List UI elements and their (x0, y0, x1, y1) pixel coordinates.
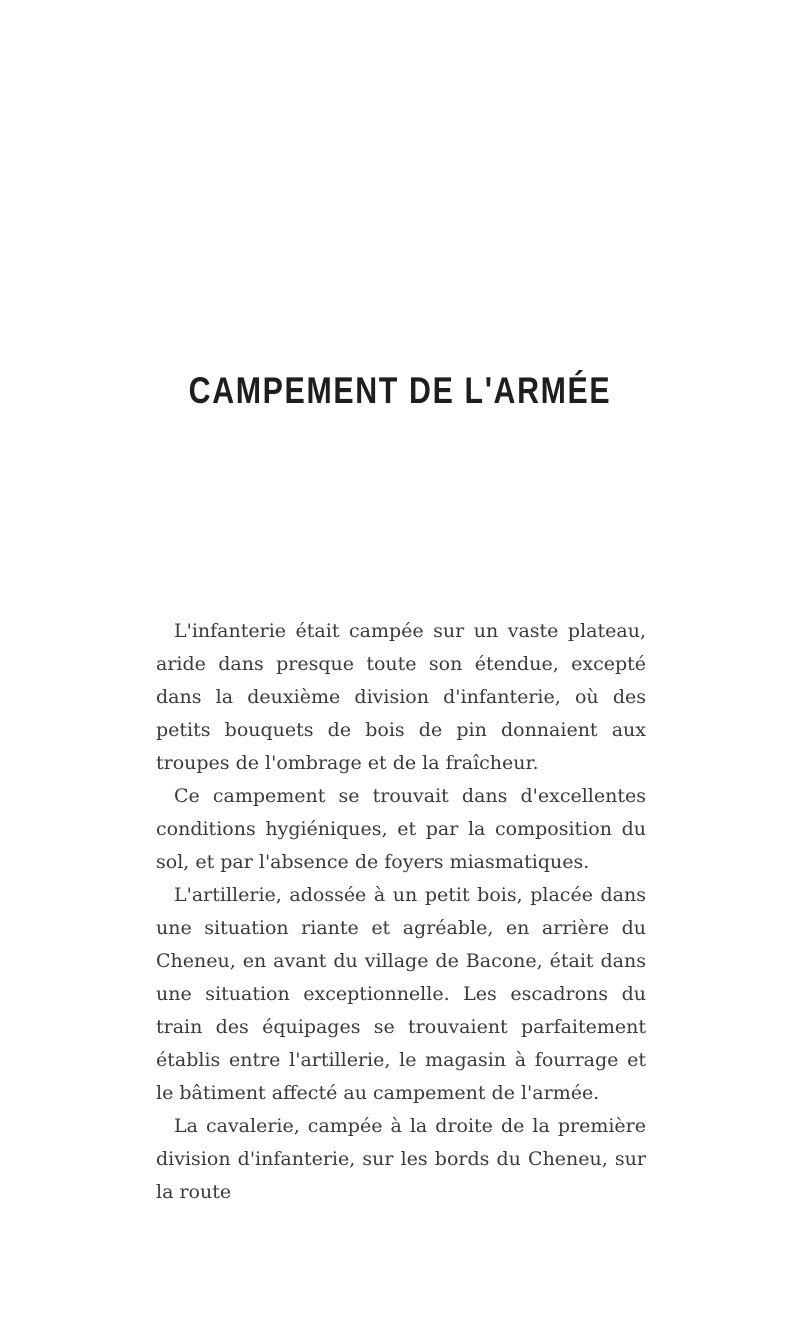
paragraph-artillerie: L'artillerie, adossée à un petit bois, placée dans une situation riante et agréable, en arrière du Cheneu, en avant du village de Bacone, était dans une situation exceptionnelle. Les escadrons du train des équipages se trouvaient parfaitement établis entre l'artillerie, le magasin à fourrage et le bâtiment affecté au campement de l'armée. (156, 884, 646, 1104)
paragraph-infanterie: L'infanterie était campée sur un vaste plateau, aride dans presque toute son étendue, excepté dans la deuxième division d'infanterie, où des petits bouquets de bois de pin donnaient aux troupes de l'ombrage et de la fraîcheur. (156, 620, 646, 774)
chapter-title: CAMPEMENT DE L'ARMÉE (188, 370, 612, 411)
body-text (156, 615, 646, 1209)
paragraph-campement: Ce campement se trouvait dans d'excellentes conditions hygiéniques, et par la composition du sol, et par l'absence de foyers miasmatiques. (156, 785, 646, 873)
paragraph-cavalerie: La cavalerie, campée à la droite de la première division d'infanterie, sur les bords du Cheneu, sur la route (156, 1115, 646, 1203)
